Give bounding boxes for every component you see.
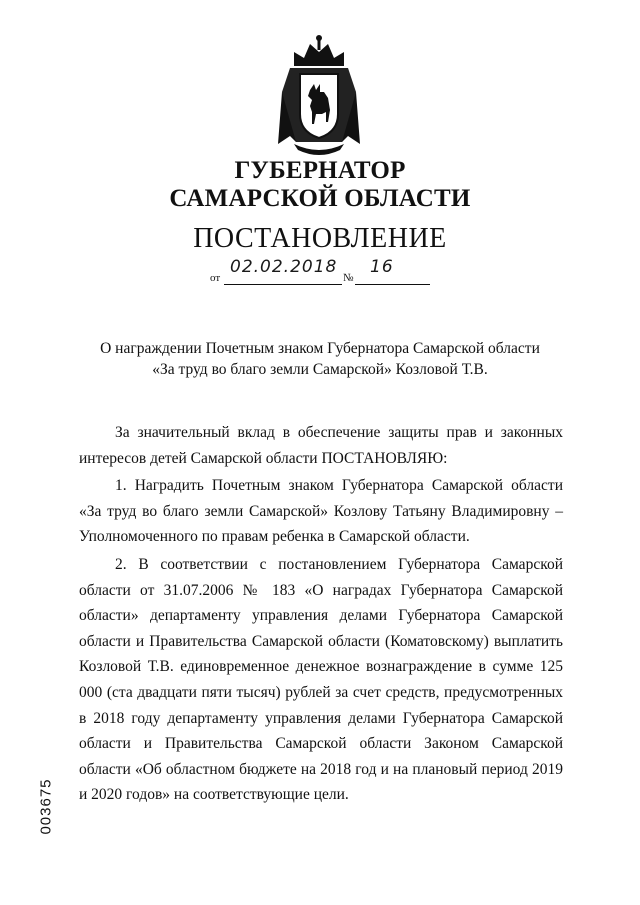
date-underline xyxy=(224,284,342,285)
date-label: от xyxy=(210,272,221,284)
document-type: ПОСТАНОВЛЕНИЕ xyxy=(193,223,447,254)
margin-code-text: 003675 xyxy=(37,778,55,835)
margin-registration-code xyxy=(38,772,54,842)
number-underline xyxy=(355,284,430,285)
date-number-line xyxy=(210,258,440,286)
clause-1: 1. Наградить Почетным знаком Губернатора Самарской области «За труд во благо земли Самарской» Козлову Татьяну Владимировну – Уполномоченного по правам ребенка в Самарской области. xyxy=(79,477,563,546)
number-label: № xyxy=(343,272,354,284)
org-title-line2: САМАРСКОЙ ОБЛАСТИ xyxy=(169,185,471,212)
subject-line2: «За труд во благо земли Самарской» Козловой Т.В. xyxy=(152,361,488,378)
clause-2: 2. В соответствии с постановлением Губернатора Самарской области от 31.07.2006 № 183 «О наградах Губернатора Самарской области» департаменту управления делами Губернатора Самарской области и Правительства Самарской области (Коматовскому) выплатить Козловой Т.В. единовременное денежное вознаграждение в сумме 125 000 (ста двадцати пяти тысяч) рублей за счет средств, предусмотренных в 2018 году департаменту управления делами Губернатора Самарской области и Правительства Самарской области Законом Самарской области «Об областном бюджете на 2018 год и на плановый период 2019 и 2020 годов» на соответствующие цели. xyxy=(79,555,563,804)
subject-line1: О награждении Почетным знаком Губернатора Самарской области xyxy=(100,340,540,357)
handwritten-number: 16 xyxy=(370,257,394,277)
intro-paragraph: За значительный вклад в обеспечение защиты прав и законных интересов детей Самарской области ПОСТАНОВЛЯЮ: xyxy=(79,424,563,467)
document-subject xyxy=(0,338,640,380)
document-body xyxy=(79,420,563,808)
coat-of-arms-icon xyxy=(276,32,362,160)
org-title-line1: ГУБЕРНАТОР xyxy=(234,157,406,184)
handwritten-date: 02.02.2018 xyxy=(230,257,338,277)
